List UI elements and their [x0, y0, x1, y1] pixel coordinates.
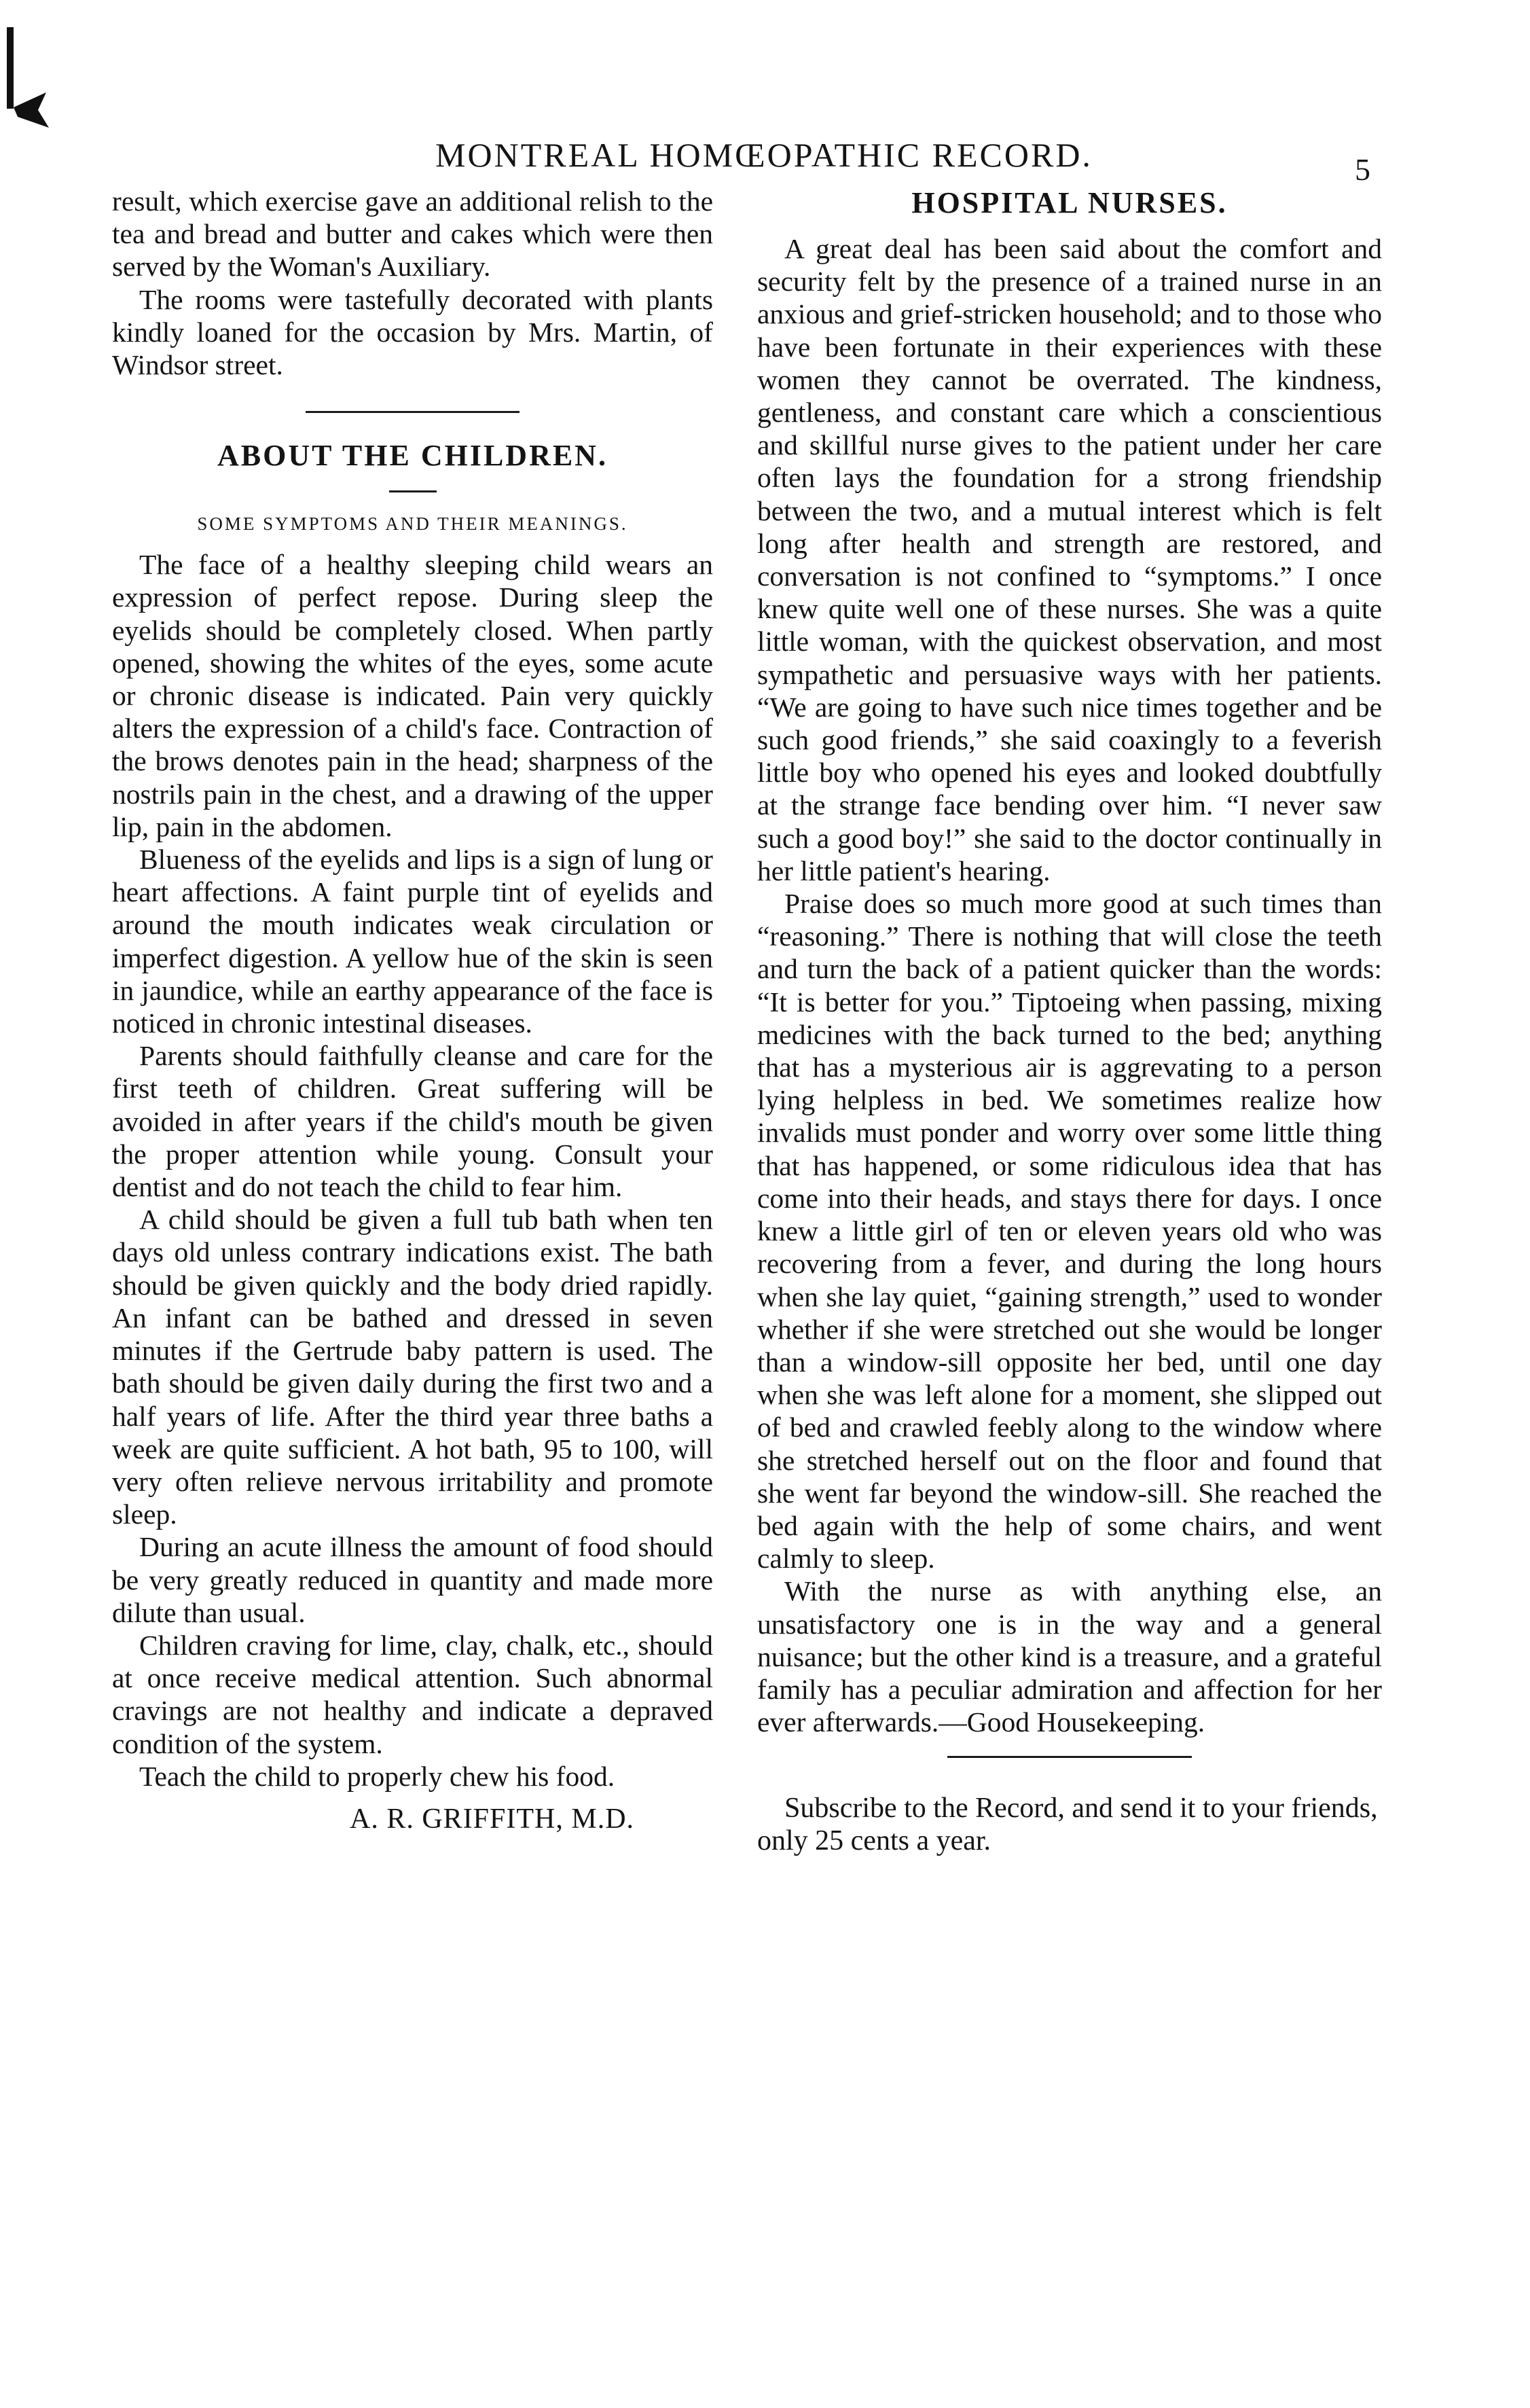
article-paragraph: The face of a healthy sleeping child wears an expression of perfect repose. During sleep the eyelids should be completely closed. When partly opened, showing the whites of the eyes, some acute or chronic disease is indicated. Pain very quickly alters the expression of a child's face. Contraction of the brows denotes pain in the head; sharpness of the nostrils pain in the chest, and a drawing of the upper lip, pain in the abdomen. [112, 549, 713, 842]
article-signature: A. R. GRIFFITH, M.D. [350, 1803, 635, 1835]
article-title: ABOUT THE CHILDREN. [217, 439, 608, 473]
article-paragraph: Teach the child to properly chew his food. [139, 1760, 615, 1792]
article-paragraph: Blueness of the eyelids and lips is a sign of lung or heart affections. A faint purple tint of eyelids and around the mouth indicates weak circulation or imperfect digestion. A yellow hue of the skin is seen in jaundice, while an earthy appearance of the face is noticed in chronic intestinal diseases. [112, 844, 713, 1039]
intro-paragraph: The rooms were tastefully decorated with plants kindly loaned for the occasion by Mrs. Martin, of Windsor street. [112, 283, 713, 381]
article-paragraph: During an acute illness the amount of food should be very greatly reduced in quantity and made more dilute than usual. [112, 1531, 713, 1628]
margin-mark-icon [4, 27, 52, 129]
article-paragraph: Parents should faithfully cleanse and care for the first teeth of children. Great suffering will be avoided in after years if the child's mouth be given the proper attention while young. Consult your dentist and do not teach the child to fear him. [112, 1040, 713, 1203]
left-column [112, 185, 713, 1836]
running-head: MONTREAL HOMŒOPATHIC RECORD. [435, 136, 1093, 174]
article-title: HOSPITAL NURSES. [911, 186, 1228, 219]
article-paragraph: A great deal has been said about the comfort and security felt by the presence of a trained nurse in an anxious and grief-stricken household; and to those who have been fortunate in their experiences with these women they cannot be overrated. The kindness, gentleness, and constant care which a conscientious and skillful nurse gives to the patient under her care often lays the foundation for a strong friendship between the two, and a mutual interest which is felt long after health and strength are restored, and conversation is not confined to “symptoms.” I once knew quite well one of these nurses. She was a quite little woman, with the quickest observation, and most sympathetic and persuasive ways with her patients. “We are going to have such nice times together and be such good friends,” she said coaxingly to a feverish little boy who opened his eyes and looked doubtfully at the strange face bending over him. “I never saw such a good boy!” she said to the doctor continually in her little patient's hearing. [757, 233, 1382, 886]
article-paragraph: Praise does so much more good at such times than “reasoning.” There is nothing that will close the teeth and turn the back of a patient quicker than the words: “It is better for you.” Tiptoeing when passing, mixing medicines with the back turned to the bed; anything that has a mysterious air is aggrevating to a person lying helpless in bed. We sometimes realize how invalids must ponder and worry over some little thing that has happened, or some ridiculous idea that has come into their heads, and stays there for days. I once knew a little girl of ten or eleven years old who was recovering from a fever, and during the long hours when she lay quiet, “gaining strength,” used to wonder whether if she were stretched out she would be longer than a window-sill opposite her bed, until one day when she was left alone for a moment, she slipped out of bed and crawled feebly along to the window where she stretched herself out on the floor and found that she went far beyond the window-sill. She reached the bed again with the help of some chairs, and went calmly to sleep. [757, 888, 1382, 1575]
article-paragraph: Children craving for lime, clay, chalk, etc., should at once receive medical attention. Such abnormal cravings are not healthy and indicate a depraved condition of the system. [112, 1629, 713, 1759]
right-column [757, 185, 1382, 1857]
subscription-notice: Subscribe to the Record, and send it to your friends, only 25 cents a year. [757, 1793, 1378, 1857]
article-paragraph: With the nurse as with anything else, an unsatisfactory one is in the way and a general nuisance; but the other kind is a treasure, and a grateful family has a peculiar admiration and affection for her ever afterwards.—Good Housekeeping. [757, 1575, 1382, 1738]
intro-paragraph: result, which exercise gave an additional relish to the tea and bread and butter and cakes which were then served by the Woman's Auxiliary. [112, 185, 713, 283]
article-subtitle: SOME SYMPTOMS AND THEIR MEANINGS. [197, 514, 628, 535]
page-number: 5 [1355, 152, 1370, 187]
article-paragraph: A child should be given a full tub bath when ten days old unless contrary indications exist. The bath should be given quickly and the body dried rapidly. An infant can be bathed and dressed in seven minutes if the Gertrude baby pattern is used. The bath should be given daily during the first two and a half years of life. After the third year three baths a week are quite sufficient. A hot bath, 95 to 100, will very often relieve nervous irritability and promote sleep. [112, 1204, 713, 1530]
